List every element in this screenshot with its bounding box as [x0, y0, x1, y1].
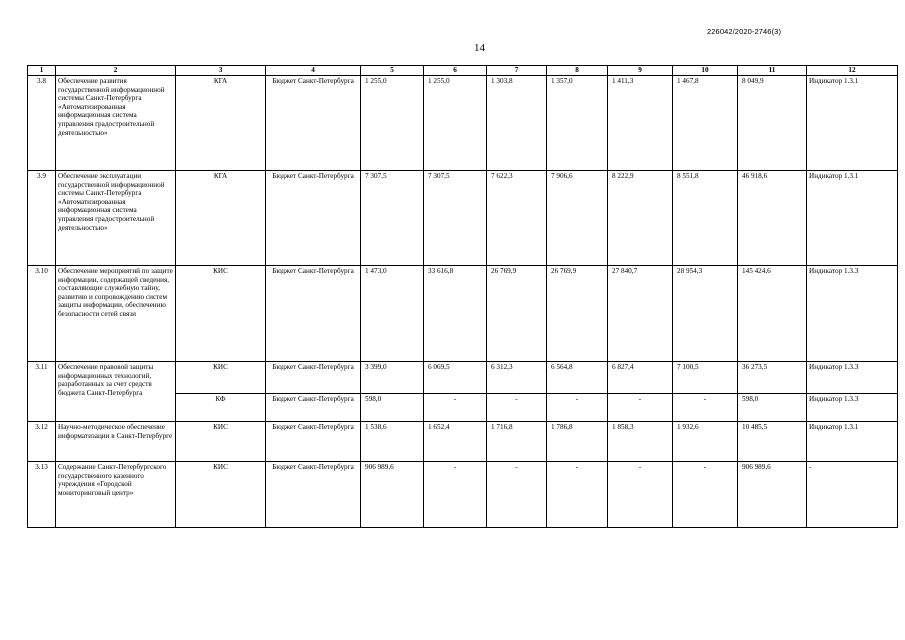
executor: КГА: [176, 76, 266, 171]
table-row: [28, 362, 898, 394]
value-cell: 7 906,6: [547, 171, 608, 266]
value-cell: 7 307,5: [424, 171, 487, 266]
value-cell: -: [547, 462, 608, 528]
table-row: [28, 76, 898, 171]
total-cell: 8 049,9: [738, 76, 807, 171]
value-cell: 26 769,9: [487, 266, 547, 362]
column-header: 6: [424, 66, 487, 76]
value-cell: 6 069,5: [424, 362, 487, 394]
value-cell: -: [487, 394, 547, 422]
activity-name: Содержание Санкт-Петербургского государственного казенного учреждения «Городской мониторинговый центр»: [56, 462, 176, 528]
executor: КИС: [176, 422, 266, 462]
value-cell: 6 312,3: [487, 362, 547, 394]
indicator: Индикатор 1.3.3: [807, 362, 898, 394]
page-number: 14: [474, 42, 485, 54]
value-cell: 26 769,9: [547, 266, 608, 362]
executor: КИС: [176, 462, 266, 528]
value-cell: 1 932,6: [673, 422, 738, 462]
indicator: Индикатор 1.3.3: [807, 394, 898, 422]
total-cell: 906 989,6: [738, 462, 807, 528]
value-cell: 1 716,8: [487, 422, 547, 462]
funding-source: Бюджет Санкт-Петербурга: [266, 394, 361, 422]
value-cell: 1 411,3: [608, 76, 673, 171]
activity-name: Обеспечение развития государственной информационной системы Санкт-Петербурга «Автоматизированная информационная система управления градостроительной деятельностью»: [56, 76, 176, 171]
row-number: 3.13: [28, 462, 56, 528]
table-row: [28, 462, 898, 528]
value-cell: -: [547, 394, 608, 422]
indicator: Индикатор 1.3.1: [807, 171, 898, 266]
funding-source: Бюджет Санкт-Петербурга: [266, 266, 361, 362]
value-cell: -: [487, 462, 547, 528]
total-cell: 598,0: [738, 394, 807, 422]
column-header: 12: [807, 66, 898, 76]
value-cell: 7 307,5: [361, 171, 424, 266]
total-cell: 10 485,5: [738, 422, 807, 462]
value-cell: 1 255,0: [424, 76, 487, 171]
value-cell: 1 786,8: [547, 422, 608, 462]
value-cell: 1 303,8: [487, 76, 547, 171]
value-cell: 1 858,3: [608, 422, 673, 462]
table-row: [28, 422, 898, 462]
indicator: Индикатор 1.3.3: [807, 266, 898, 362]
table-row: [28, 171, 898, 266]
activity-name: Обеспечение правовой защиты информационных технологий, разработанных за счет средств бюджета Санкт-Петербурга: [56, 362, 176, 422]
funding-source: Бюджет Санкт-Петербурга: [266, 422, 361, 462]
funding-source: Бюджет Санкт-Петербурга: [266, 171, 361, 266]
value-cell: 1 538,6: [361, 422, 424, 462]
activity-name: Научно-методическое обеспечение информатизации в Санкт-Петербурге: [56, 422, 176, 462]
column-header: 3: [176, 66, 266, 76]
value-cell: 28 954,3: [673, 266, 738, 362]
total-cell: 36 273,5: [738, 362, 807, 394]
value-cell: 1 652,4: [424, 422, 487, 462]
executor: КФ: [176, 394, 266, 422]
value-cell: 7 100,5: [673, 362, 738, 394]
value-cell: -: [608, 394, 673, 422]
value-cell: 8 222,9: [608, 171, 673, 266]
indicator: Индикатор 1.3.1: [807, 76, 898, 171]
row-number: 3.12: [28, 422, 56, 462]
value-cell: 3 399,0: [361, 362, 424, 394]
row-number: 3.10: [28, 266, 56, 362]
value-cell: 6 827,4: [608, 362, 673, 394]
value-cell: 33 616,8: [424, 266, 487, 362]
header-row: [28, 66, 898, 76]
value-cell: 1 473,0: [361, 266, 424, 362]
value-cell: -: [673, 394, 738, 422]
indicator: Индикатор 1.3.1: [807, 422, 898, 462]
column-header: 5: [361, 66, 424, 76]
funding-source: Бюджет Санкт-Петербурга: [266, 462, 361, 528]
executor: КИС: [176, 362, 266, 394]
column-header: 10: [673, 66, 738, 76]
value-cell: 7 622,3: [487, 171, 547, 266]
column-header: 7: [487, 66, 547, 76]
value-cell: -: [424, 394, 487, 422]
value-cell: 6 564,8: [547, 362, 608, 394]
value-cell: -: [424, 462, 487, 528]
total-cell: 46 918,6: [738, 171, 807, 266]
value-cell: 598,0: [361, 394, 424, 422]
value-cell: 27 840,7: [608, 266, 673, 362]
total-cell: 145 424,6: [738, 266, 807, 362]
column-header: 2: [56, 66, 176, 76]
row-number: 3.11: [28, 362, 56, 422]
executor: КИС: [176, 266, 266, 362]
funding-source: Бюджет Санкт-Петербурга: [266, 362, 361, 394]
value-cell: -: [608, 462, 673, 528]
table-row: [28, 266, 898, 362]
column-header: 9: [608, 66, 673, 76]
column-header: 11: [738, 66, 807, 76]
row-number: 3.9: [28, 171, 56, 266]
value-cell: 1 467,8: [673, 76, 738, 171]
budget-table: [27, 65, 898, 528]
activity-name: Обеспечение эксплуатации государственной информационной системы Санкт-Петербурга «Автоматизированная информационная система управления градостроительной деятельностью»: [56, 171, 176, 266]
value-cell: 8 551,8: [673, 171, 738, 266]
executor: КГА: [176, 171, 266, 266]
funding-source: Бюджет Санкт-Петербурга: [266, 76, 361, 171]
column-header: 8: [547, 66, 608, 76]
value-cell: 1 357,0: [547, 76, 608, 171]
value-cell: 1 255,0: [361, 76, 424, 171]
value-cell: 906 989,6: [361, 462, 424, 528]
document-number: 226042/2020-2746(3): [707, 27, 782, 36]
activity-name: Обеспечение мероприятий по защите информации, содержащей сведения, составляющие служебную тайну, развитию и сопровождению систем защиты информации, обеспечению безопасности сетей связи: [56, 266, 176, 362]
indicator: -: [807, 462, 898, 528]
row-number: 3.8: [28, 76, 56, 171]
column-header: 1: [28, 66, 56, 76]
column-header: 4: [266, 66, 361, 76]
value-cell: -: [673, 462, 738, 528]
